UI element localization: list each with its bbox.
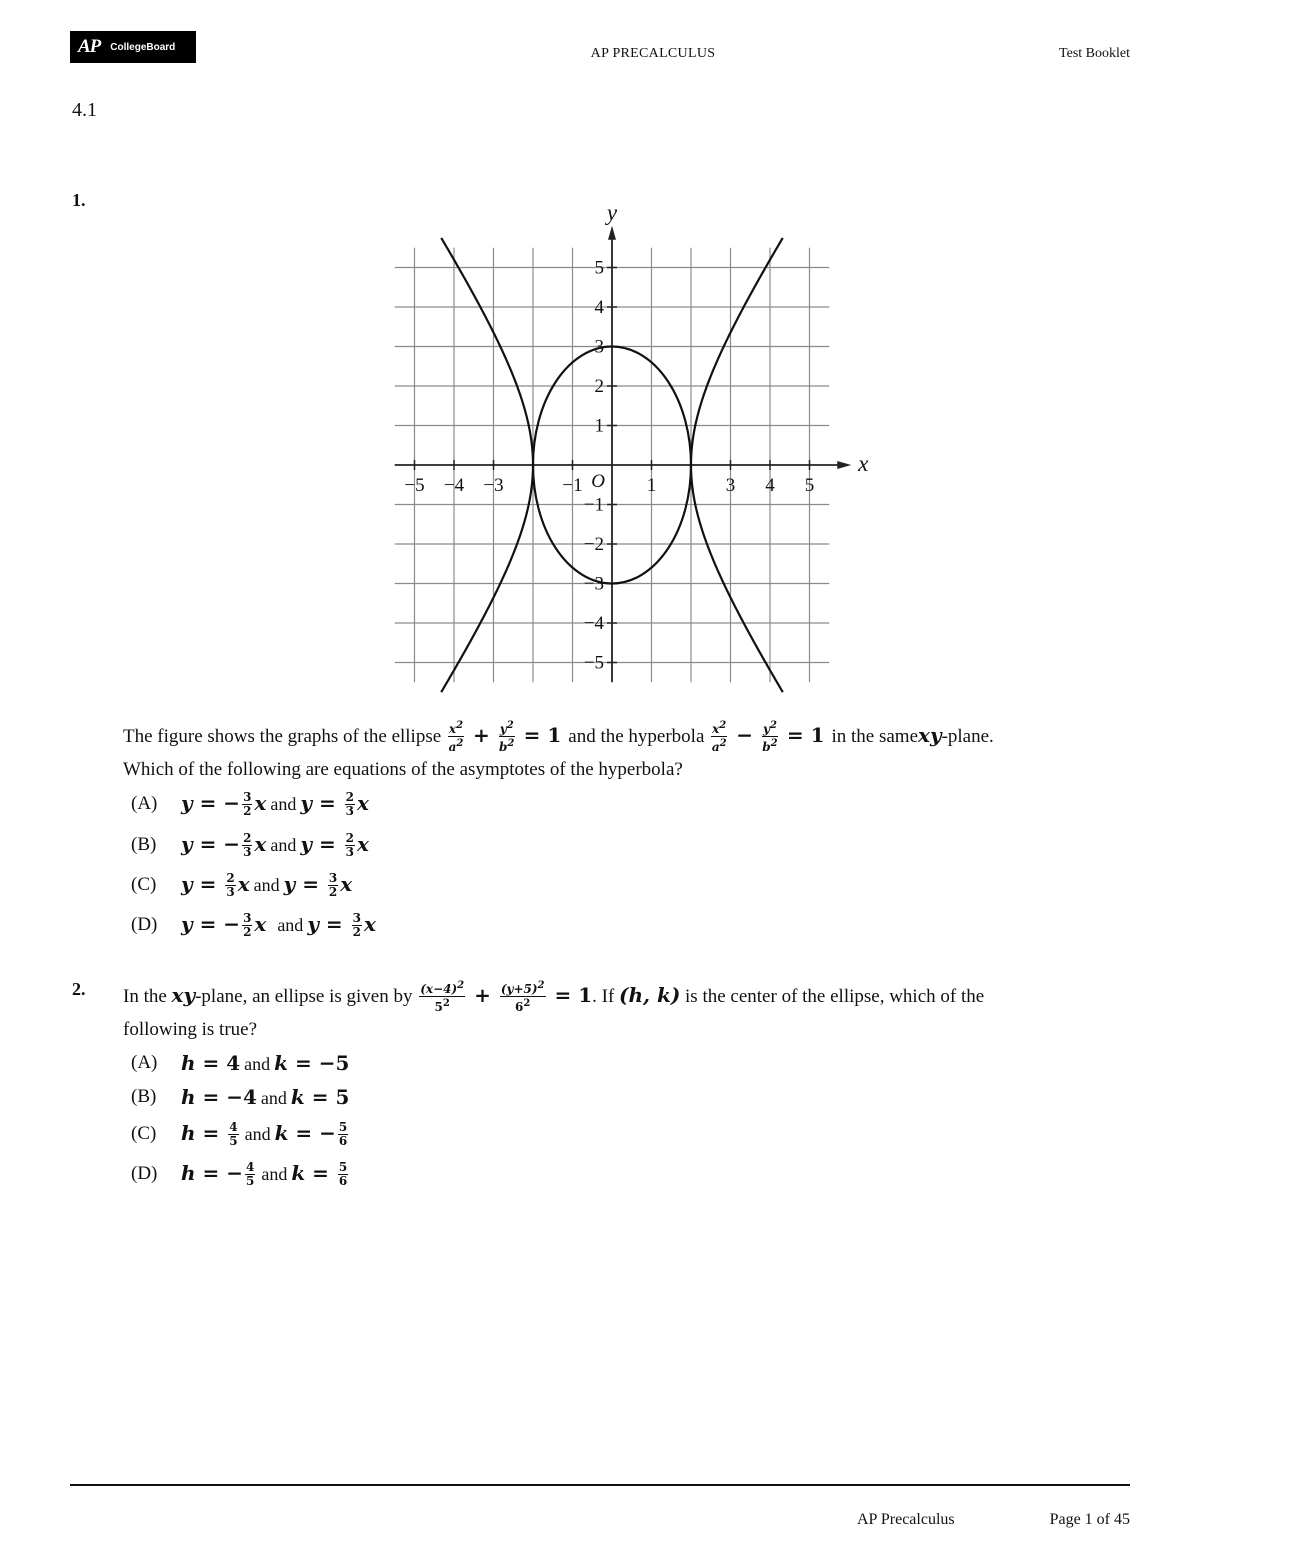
q2-text-line2: following is true? (123, 1019, 258, 1040)
q2-text-part4: is the center of the ellipse, which of the (685, 986, 985, 1007)
q1-choice-b[interactable] (131, 828, 369, 862)
x-tick-label: −3 (483, 475, 504, 496)
choice-letter: (D) (131, 914, 158, 935)
y-tick-label: −1 (583, 494, 604, 516)
q1-hyperbola-equation: $\frac{x^2}{a^2}$ − $\frac{y^2}{b^2}$ = 1 (711, 720, 825, 754)
x-tick-label: −5 (404, 475, 425, 496)
q1-choice-a[interactable] (131, 787, 369, 821)
choice-math: h = $\frac{4}{5}$ and k = − $\frac{5}{6}$ (181, 1119, 348, 1148)
logo-ap-text: AP (78, 36, 101, 57)
choice-math: h = 4 and k = −5 (181, 1051, 350, 1075)
y-axis-arrow (608, 226, 616, 240)
header-booklet-label: Test Booklet (1059, 46, 1130, 61)
conics-graph (385, 199, 869, 685)
x-axis-label: x (858, 451, 869, 476)
y-tick-label: 5 (594, 257, 604, 279)
choice-letter: (C) (131, 874, 157, 895)
q1-text-part1: The figure shows the graphs of the ellipse (123, 726, 442, 747)
footer-rule (70, 1484, 1130, 1486)
graph-tick-labels (404, 200, 869, 674)
q1-text-part2: and the hyperbola (568, 726, 705, 747)
x-tick-label: 1 (646, 475, 657, 496)
question-2-text (123, 979, 1133, 1046)
choice-math: y = − $\frac{3}{2}$ x and y = $\frac{2}{3}$ x (181, 789, 369, 818)
choice-letter: (A) (131, 793, 158, 814)
q2-choice-d[interactable] (131, 1157, 350, 1191)
choice-letter: (A) (131, 1052, 158, 1073)
q2-text-part3: . If (592, 986, 615, 1007)
choice-math: h = − $\frac{4}{5}$ and k = $\frac{5}{6}$ (181, 1159, 348, 1188)
choice-math: y = − $\frac{3}{2}$ x and y = $\frac{3}{2}$ x (181, 910, 376, 939)
y-tick-label: 3 (594, 336, 604, 358)
choice-math: h = −4 and k = 5 (181, 1085, 350, 1109)
y-tick-label: 2 (594, 376, 604, 397)
q1-xy-symbol: xy (918, 723, 942, 747)
origin-label: O (591, 471, 605, 492)
y-axis-label: y (606, 199, 618, 225)
q2-text-part1: In the (123, 986, 167, 1007)
q1-text-part3: in the same (831, 726, 919, 747)
footer-page-number: Page 1 of 45 (1049, 1511, 1130, 1528)
choice-math: y = − $\frac{2}{3}$ x and y = $\frac{2}{3}$ x (181, 830, 369, 859)
choice-letter: (D) (131, 1163, 158, 1184)
x-tick-label: 3 (725, 475, 736, 496)
y-tick-label: −2 (583, 534, 604, 555)
logo-collegeboard-text: CollegeBoard (110, 41, 176, 53)
x-tick-label: 4 (765, 475, 775, 496)
choice-letter: (B) (131, 834, 157, 855)
x-tick-label: −4 (443, 475, 465, 496)
q2-choice-b[interactable] (131, 1080, 349, 1114)
header-title: AP PRECALCULUS (590, 46, 716, 61)
x-tick-label: 5 (804, 475, 815, 496)
q2-choice-a[interactable] (131, 1046, 349, 1080)
y-tick-label: −4 (583, 613, 604, 634)
q1-text-part4: -plane. (941, 726, 994, 747)
y-tick-label: −5 (583, 652, 604, 674)
question-2-number: 2. (72, 979, 86, 999)
choice-math: y = $\frac{2}{3}$ x and y = $\frac{3}{2}$ x (181, 870, 353, 899)
q1-text-line2: Which of the following are equations of the asymptotes of the hyperbola? (123, 759, 683, 780)
q2-xy-symbol: xy (171, 983, 196, 1007)
choice-letter: (B) (131, 1086, 157, 1107)
footer-subject: AP Precalculus (857, 1511, 955, 1528)
x-axis-arrow (837, 461, 851, 469)
q2-choice-c[interactable] (131, 1117, 350, 1151)
x-tick-label: −1 (562, 475, 583, 496)
q2-ellipse-equation: $\frac{(x-4)^2}{5^2}$ + $\frac{(y+5)^2}{6^2}$ = 1 (420, 980, 593, 1014)
q2-text-part2: -plane, an ellipse is given by (195, 986, 413, 1007)
q1-choice-c[interactable] (131, 868, 352, 902)
graph-axes (395, 226, 852, 683)
q1-choice-d[interactable] (131, 908, 376, 942)
q2-center-symbol: (h, k) (619, 983, 681, 1007)
y-tick-label: 1 (594, 415, 604, 437)
y-tick-label: −3 (583, 573, 604, 595)
question-1-text (123, 719, 1133, 786)
choice-letter: (C) (131, 1123, 157, 1144)
question-1-number: 1. (72, 190, 86, 210)
y-tick-label: 4 (594, 297, 604, 318)
q1-ellipse-equation: $\frac{x^2}{a^2}$ + $\frac{y^2}{b^2}$ = 1 (448, 720, 562, 754)
section-number: 4.1 (72, 99, 97, 121)
